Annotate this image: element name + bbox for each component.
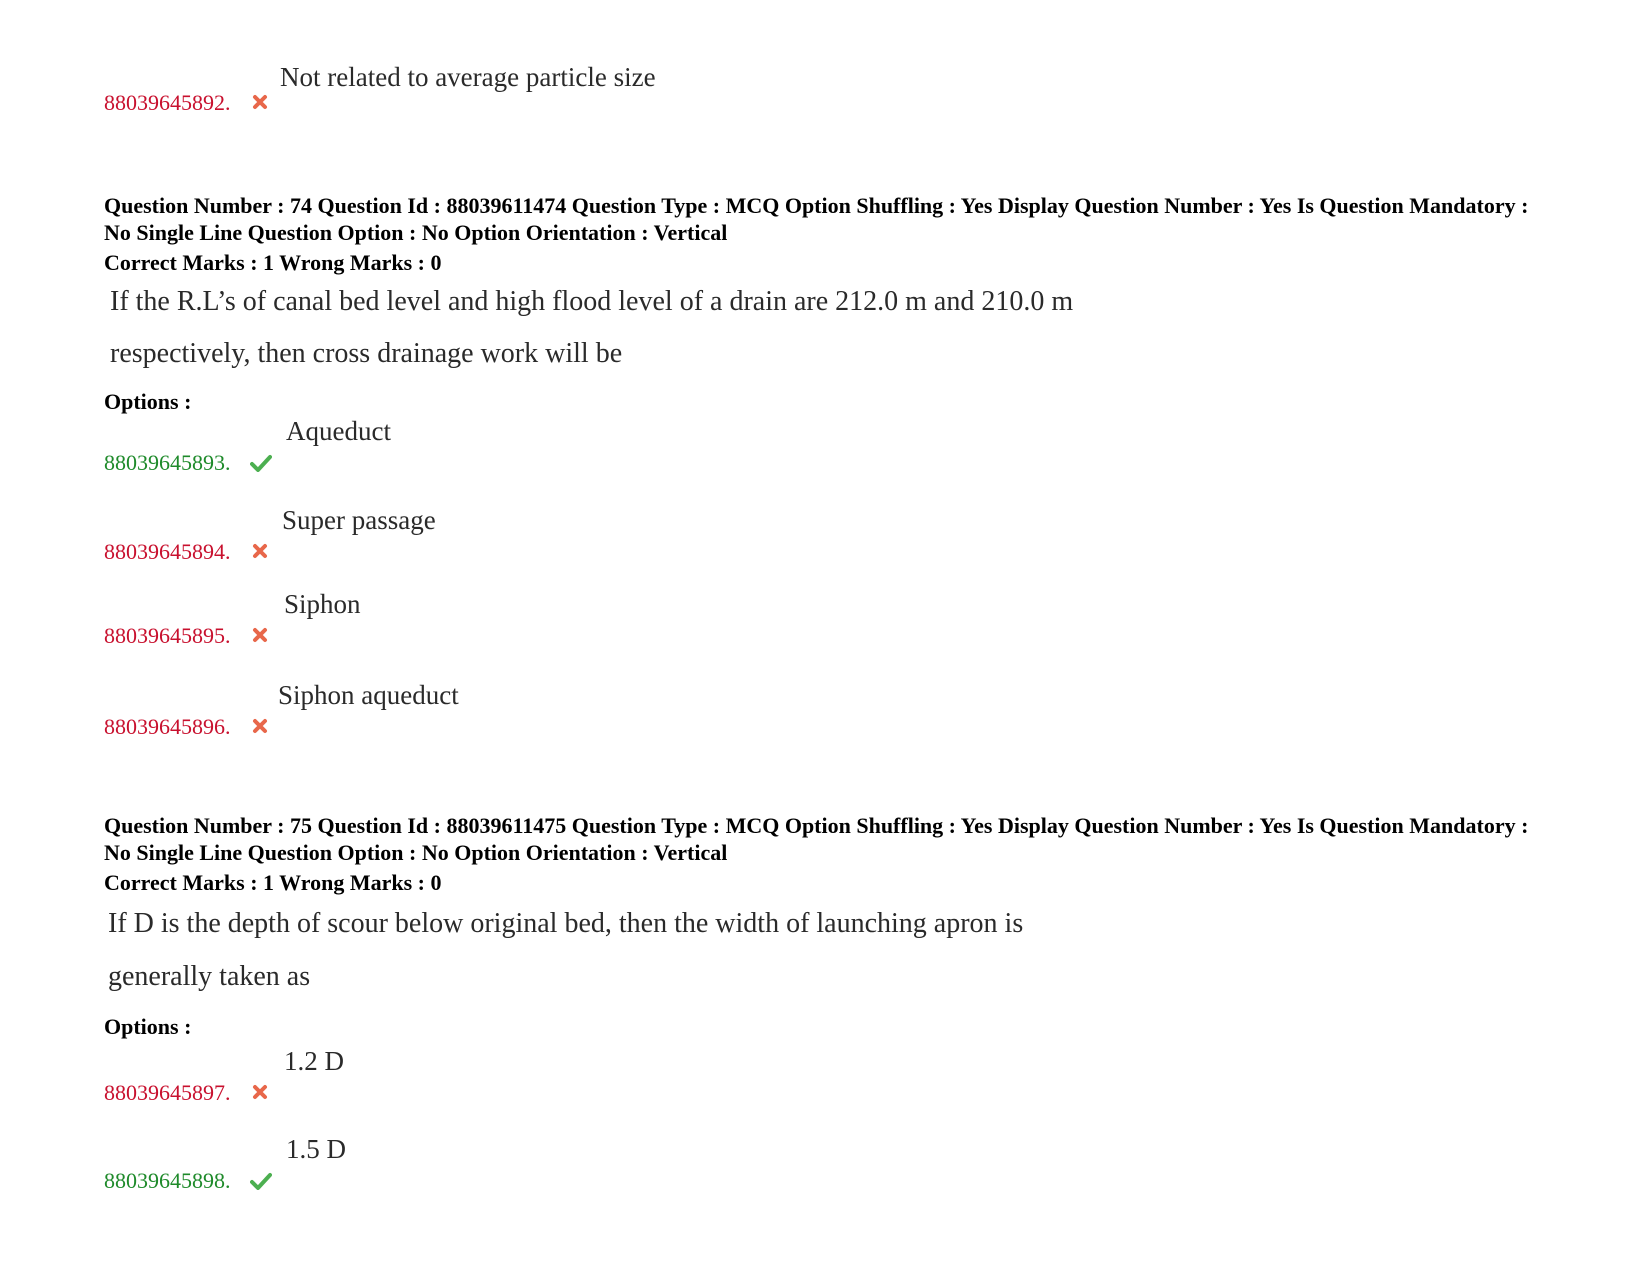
cross-icon: [252, 627, 268, 643]
options-label: Options :: [104, 1014, 192, 1039]
option-id: 88039645893.: [104, 450, 231, 475]
question-meta: Question Number : 75 Question Id : 88039611475 Question Type : MCQ Option Shuffling : Yes Display Question Number : Yes Is Question Mandatory : No Single Line Question Option : No Option Orientation : Vertical: [104, 813, 1529, 865]
option-id: 88039645897.: [104, 1080, 231, 1105]
check-icon: [250, 1172, 272, 1190]
cross-icon: [252, 718, 268, 734]
marks-line: Correct Marks : 1 Wrong Marks : 0: [104, 250, 442, 275]
check-icon: [250, 454, 272, 472]
option-id: 88039645894.: [104, 539, 231, 564]
option-text: 1.2 D: [284, 1046, 344, 1076]
option-id: 88039645892.: [104, 90, 231, 115]
option-text: Super passage: [282, 505, 436, 535]
question-text-line: If the R.L’s of canal bed level and high flood level of a drain are 212.0 m and 210.0 m: [110, 286, 1074, 317]
question-text-line: generally taken as: [108, 961, 311, 992]
question-text-line: respectively, then cross drainage work will be: [110, 338, 623, 369]
option-id: 88039645896.: [104, 714, 231, 739]
question-meta: Question Number : 74 Question Id : 88039611474 Question Type : MCQ Option Shuffling : Yes Display Question Number : Yes Is Question Mandatory : No Single Line Question Option : No Option Orientation : Vertical: [104, 193, 1529, 245]
marks-line: Correct Marks : 1 Wrong Marks : 0: [104, 870, 442, 895]
cross-icon: [252, 1084, 268, 1100]
option-text: Not related to average particle size: [280, 62, 656, 92]
cross-icon: [252, 543, 268, 559]
options-label: Options :: [104, 389, 192, 414]
option-text: Aqueduct: [286, 416, 391, 446]
cross-icon: [252, 94, 268, 110]
option-text: Siphon: [284, 589, 361, 619]
option-text: 1.5 D: [286, 1134, 346, 1164]
option-id: 88039645898.: [104, 1168, 231, 1193]
question-text-line: If D is the depth of scour below original bed, then the width of launching apron is: [108, 908, 1024, 939]
option-id: 88039645895.: [104, 623, 231, 648]
option-text: Siphon aqueduct: [278, 680, 459, 710]
